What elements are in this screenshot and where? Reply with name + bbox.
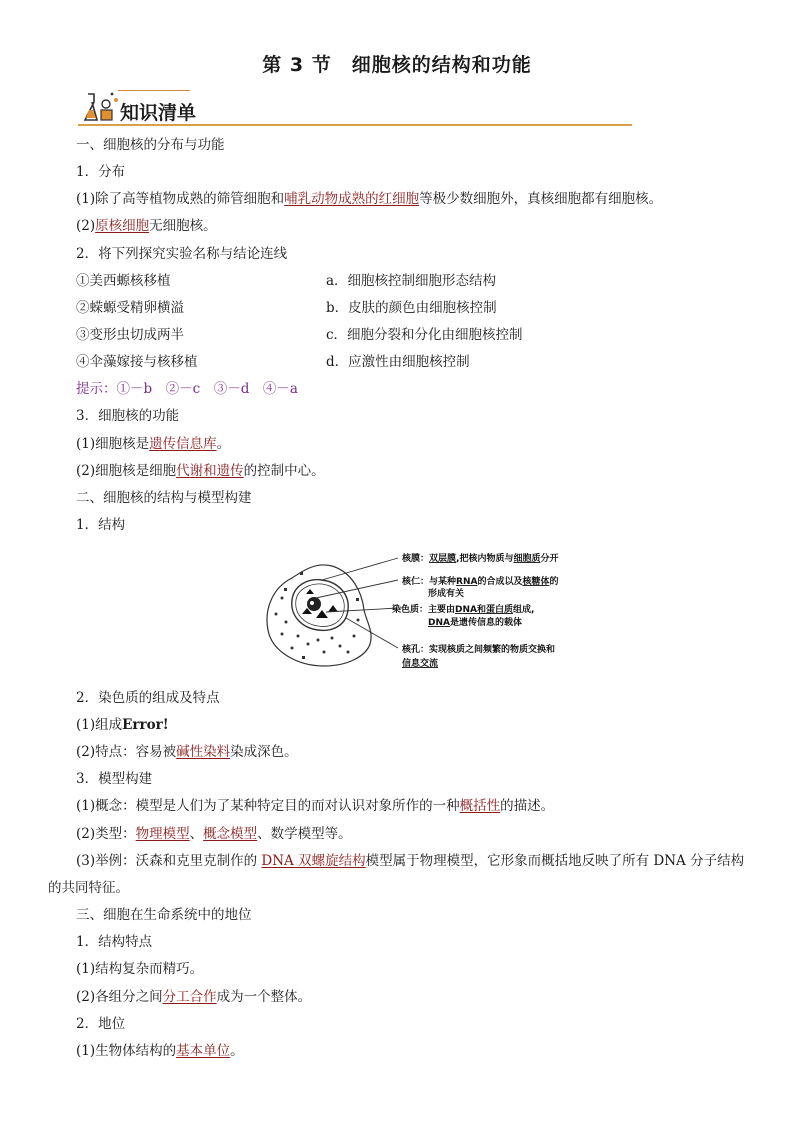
key-term: 分工合作 xyxy=(162,989,217,1005)
text-line: (1)组成Error! xyxy=(76,717,169,733)
error-text: Error! xyxy=(122,717,169,733)
section-heading-3: 三、细胞在生命系统中的地位 xyxy=(76,907,252,923)
key-term: 遗传信息库 xyxy=(149,436,217,452)
subheading: 1．分布 xyxy=(76,164,126,180)
label-nuclear-pore: 核孔：实现核质之间频繁的物质交换和 xyxy=(402,645,556,655)
flask-icon xyxy=(82,90,122,124)
subheading: 1．结构特点 xyxy=(76,934,153,950)
match-left-item: ①美西螈核移植 xyxy=(76,273,171,289)
text-line: (1)结构复杂而精巧。 xyxy=(76,961,204,977)
banner-bottom-rule xyxy=(78,124,632,126)
chromatin-2 xyxy=(316,610,328,618)
section-heading-1: 一、细胞核的分布与功能 xyxy=(76,137,225,153)
label-nuclear-envelope: 核膜：双层膜,把核内物质与细胞质分开 xyxy=(402,554,559,564)
banner-label: 知识清单 xyxy=(120,102,197,124)
match-left-item: ②蝾螈受精卵横溢 xyxy=(76,300,184,316)
text-line: (1)除了高等植物成熟的筛管细胞和哺乳动物成熟的红细胞等极少数细胞外，真核细胞都有细胞核。 xyxy=(76,191,663,207)
text-line: (1)细胞核是遗传信息库。 xyxy=(76,436,231,452)
label-nucleolus: 核仁：与某种RNA的合成以及核糖体的 xyxy=(402,577,559,587)
text-line: (3)举例：沃森和克里克制作的 DNA 双螺旋结构模型属于物理模型，它形象而概括地反映了所有 DNA 分子结构 xyxy=(76,853,745,869)
text-line: (2)各组分之间分工合作成为一个整体。 xyxy=(76,989,312,1005)
text-line: (2)细胞核是细胞代谢和遗传的控制中心。 xyxy=(76,463,325,479)
text-line-continued: 的共同特征。 xyxy=(48,880,129,896)
banner-top-rule xyxy=(118,90,190,91)
label-chromatin-cont: DNA是遗传信息的载体 xyxy=(428,618,522,628)
subheading: 2．将下列探究实验名称与结论连线 xyxy=(76,246,288,262)
match-right-item: c．细胞分裂和分化由细胞核控制 xyxy=(326,327,523,343)
section-heading-2: 二、细胞核的结构与模型构建 xyxy=(76,490,252,506)
subheading: 2．染色质的组成及特点 xyxy=(76,690,220,706)
hint-answer: 提示：①－b ②－c ③－d ④－a xyxy=(76,381,298,397)
match-left-item: ④伞藻嫁接与核移植 xyxy=(76,354,198,370)
chromatin-4 xyxy=(306,589,314,594)
key-term: 物理模型 xyxy=(135,826,190,842)
match-left-item: ③变形虫切成两半 xyxy=(76,327,184,343)
subheading: 3．细胞核的功能 xyxy=(76,408,180,424)
key-term: 基本单位 xyxy=(176,1043,231,1059)
match-right-item: b．皮肤的颜色由细胞核控制 xyxy=(326,300,497,316)
page-title: 第 3 节 细胞核的结构和功能 xyxy=(262,54,532,76)
key-term: 概括性 xyxy=(459,798,501,814)
key-term: 代谢和遗传 xyxy=(176,463,244,479)
text-line: (2)特点：容易被碱性染料染成深色。 xyxy=(76,744,298,760)
leader-lines xyxy=(316,558,398,648)
subheading: 1．结构 xyxy=(76,517,126,533)
label-chromatin: 染色质：主要由DNA和蛋白质组成, xyxy=(392,605,535,615)
text-line: (1)概念：模型是人们为了某种特定目的而对认识对象所作的一种概括性的描述。 xyxy=(76,798,555,814)
text-line: (1)生物体结构的基本单位。 xyxy=(76,1043,244,1059)
key-term: 哺乳动物成熟的红细胞 xyxy=(284,191,420,207)
match-right-item: d．应激性由细胞核控制 xyxy=(326,354,470,370)
key-term: 原核细胞 xyxy=(95,218,150,234)
text-line: (2)类型：物理模型、概念模型、数学模型等。 xyxy=(76,826,352,842)
nucleus-structure-diagram xyxy=(262,548,562,680)
subheading: 3．模型构建 xyxy=(76,771,153,787)
subheading: 2．地位 xyxy=(76,1016,126,1032)
match-right-item: a．细胞核控制细胞形态结构 xyxy=(326,273,497,289)
key-term: DNA 双螺旋结构 xyxy=(261,853,366,869)
nucleolus xyxy=(307,597,321,611)
text-line: (2)原核细胞无细胞核。 xyxy=(76,218,217,234)
chromatin-3 xyxy=(328,605,338,612)
label-nucleolus-cont: 形成有关 xyxy=(428,589,465,599)
key-term: 碱性染料 xyxy=(176,744,231,760)
section-banner xyxy=(78,88,632,128)
key-term: 概念模型 xyxy=(203,826,258,842)
label-nuclear-pore-cont: 信息交流 xyxy=(402,659,439,669)
